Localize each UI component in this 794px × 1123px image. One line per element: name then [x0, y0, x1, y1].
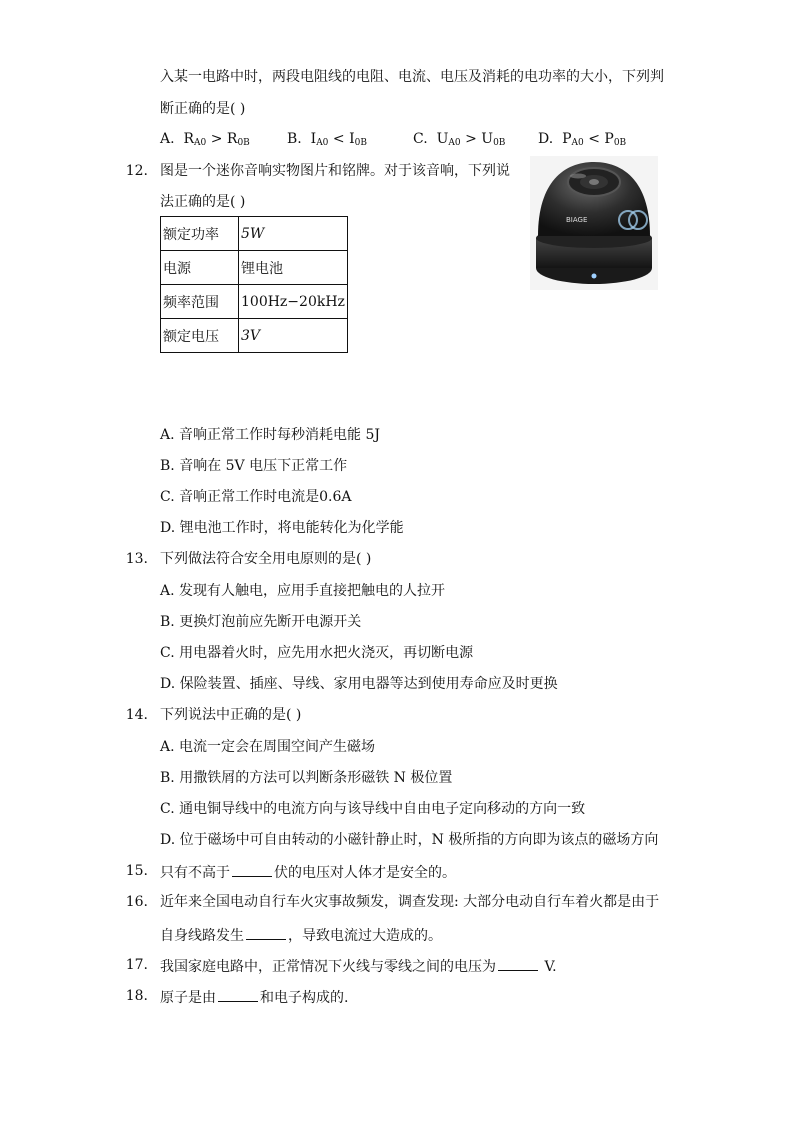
q13-option-c[interactable]: C. 用电器着火时，应先用水把火浇灭，再切断电源	[160, 645, 474, 661]
q16-answer-blank[interactable]	[246, 925, 286, 940]
spec-key: 额定功率	[161, 217, 239, 251]
q16-text-pre: 自身线路发生	[160, 928, 244, 944]
q13-option-b[interactable]: B. 更换灯泡前应先断开电源开关	[160, 614, 362, 630]
q15-text-post: 伏的电压对人体才是安全的。	[274, 865, 456, 881]
q12-number: 12.	[125, 163, 148, 179]
q17-number: 17.	[125, 957, 148, 973]
q13-number: 13.	[125, 551, 148, 567]
q15-stem	[160, 862, 456, 882]
q16-number: 16.	[125, 894, 148, 910]
q15-answer-blank[interactable]	[232, 862, 272, 877]
q11-stem-line2: 断正确的是( )	[160, 101, 246, 117]
q11-option-d[interactable]: D. $P_{A0} < P_{0B}$	[538, 131, 627, 148]
q14-option-a[interactable]: A. 电流一定会在周围空间产生磁场	[160, 739, 376, 755]
spec-key: 频率范围	[161, 285, 239, 319]
spec-value: 3V	[239, 319, 348, 353]
q11-option-b[interactable]: B. $I_{A0} < I_{0B}$	[287, 131, 367, 148]
q18-stem	[160, 987, 348, 1007]
q18-text-post: 和电子构成的.	[260, 990, 349, 1006]
q12-stem-line2: 法正确的是( )	[160, 194, 246, 210]
q14-option-c[interactable]: C. 通电铜导线中的电流方向与该导线中自由电子定向移动的方向一致	[160, 801, 586, 817]
q14-option-b[interactable]: B. 用撒铁屑的方法可以判断条形磁铁 N 极位置	[160, 770, 453, 786]
q18-number: 18.	[125, 988, 148, 1004]
q13-stem: 下列做法符合安全用电原则的是( )	[160, 551, 372, 567]
q14-number: 14.	[125, 707, 148, 723]
spec-value: 锂电池	[239, 251, 348, 285]
mini-speaker-image	[530, 156, 658, 290]
q18-text-pre: 原子是由	[160, 990, 216, 1006]
q12-option-a[interactable]: A. 音响正常工作时每秒消耗电能 5J	[160, 427, 380, 443]
table-row	[161, 251, 348, 285]
q15-number: 15.	[125, 863, 148, 879]
spec-value: 100Hz−20kHz	[239, 285, 348, 319]
q17-text-pre: 我国家庭电路中，正常情况下火线与零线之间的电压为	[160, 959, 496, 975]
q14-option-d[interactable]: D. 位于磁场中可自由转动的小磁针静止时，N 极所指的方向即为该点的磁场方向	[160, 832, 659, 848]
spec-table	[160, 216, 348, 353]
q13-option-d[interactable]: D. 保险装置、插座、导线、家用电器等达到使用寿命应及时更换	[160, 676, 558, 692]
q11-option-c[interactable]: C. $U_{A0} > U_{0B}$	[413, 131, 506, 148]
q12-option-d[interactable]: D. 锂电池工作时，将电能转化为化学能	[160, 520, 404, 536]
q11-option-a[interactable]: A. $R_{A0} > R_{0B}$	[160, 131, 250, 148]
q17-stem	[160, 956, 557, 976]
spec-key: 额定电压	[161, 319, 239, 353]
q12-stem-line1: 图是一个迷你音响实物图片和铭牌。对于该音响，下列说	[160, 163, 510, 179]
table-row	[161, 217, 348, 251]
q12-option-b[interactable]: B. 音响在 5V 电压下正常工作	[160, 458, 348, 474]
q17-text-post: V.	[540, 959, 557, 975]
table-row	[161, 319, 348, 353]
q16-stem-line1: 近年来全国电动自行车火灾事故频发，调查发现: 大部分电动自行车着火都是由于	[160, 894, 660, 910]
q15-text-pre: 只有不高于	[160, 865, 230, 881]
q16-text-post: ，导致电流过大造成的。	[288, 928, 442, 944]
spec-value: 5W	[239, 217, 348, 251]
q11-stem-line1: 入某一电路中时，两段电阻线的电阻、电流、电压及消耗的电功率的大小，下列判	[160, 69, 664, 85]
speaker-brand-logo: BIAGE	[566, 216, 588, 224]
table-row	[161, 285, 348, 319]
q12-option-c[interactable]: C. 音响正常工作时电流是0.6A	[160, 489, 352, 505]
q18-answer-blank[interactable]	[218, 987, 258, 1002]
q14-stem: 下列说法中正确的是( )	[160, 707, 302, 723]
q16-stem-line2	[160, 925, 442, 945]
spec-key: 电源	[161, 251, 239, 285]
q17-answer-blank[interactable]	[498, 956, 538, 971]
q13-option-a[interactable]: A. 发现有人触电，应用手直接把触电的人拉开	[160, 583, 446, 599]
